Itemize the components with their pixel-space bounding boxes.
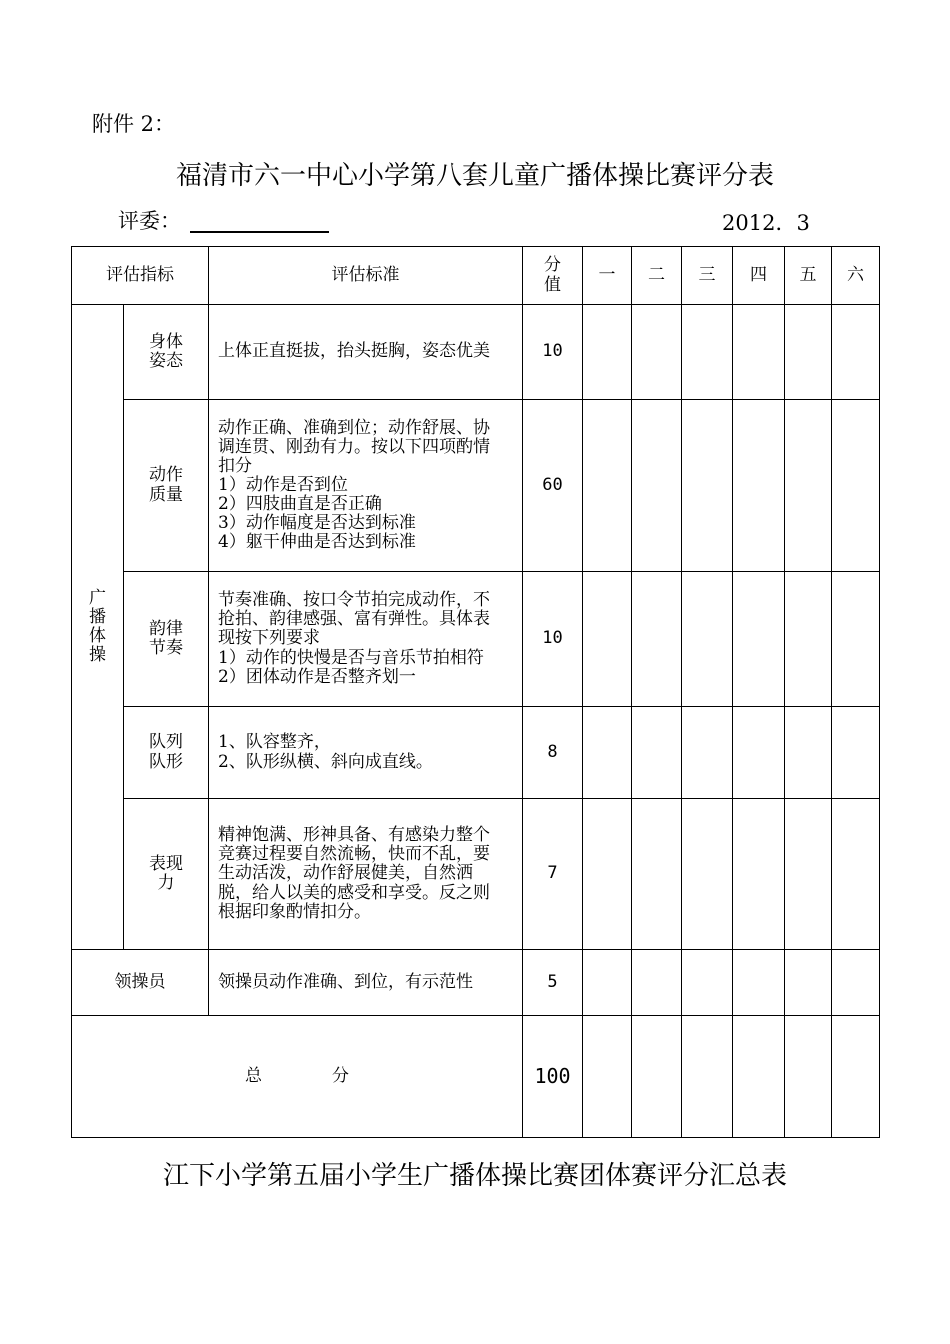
header-day-3: 三	[682, 247, 733, 305]
standard-line: 扣分	[218, 455, 252, 476]
item-line: 姿态	[149, 351, 183, 371]
score-input-cell[interactable]	[632, 572, 682, 707]
header-day-4: 四	[733, 247, 785, 305]
category-char: 播	[89, 606, 106, 627]
score-input-cell[interactable]	[832, 572, 880, 707]
standard-line: 2）四肢曲直是否正确	[218, 494, 382, 515]
item-line: 队形	[149, 751, 183, 772]
item-cell	[124, 799, 209, 950]
header-day-1: 一	[583, 247, 632, 305]
score-input-cell[interactable]	[733, 799, 785, 950]
score-value: 7	[523, 799, 583, 950]
header-score-line1: 分	[544, 255, 561, 276]
score-input-cell[interactable]	[583, 799, 632, 950]
standard-line: 生动活泼，动作舒展健美，自然洒	[218, 863, 473, 884]
item-cell	[124, 305, 209, 400]
score-input-cell[interactable]	[632, 707, 682, 799]
standard-cell	[209, 799, 523, 950]
standard-cell	[209, 572, 523, 707]
standard-line: 1）动作的快慢是否与音乐节拍相符	[218, 647, 484, 668]
score-input-cell[interactable]	[832, 950, 880, 1016]
score-value: 8	[523, 707, 583, 799]
score-input-cell[interactable]	[682, 707, 733, 799]
score-input-cell[interactable]	[785, 305, 832, 400]
score-input-cell[interactable]	[832, 799, 880, 950]
item-line: 韵律	[149, 618, 183, 639]
standard-cell	[209, 707, 523, 799]
score-input-cell[interactable]	[733, 950, 785, 1016]
table-row	[72, 799, 880, 950]
score-input-cell[interactable]	[583, 400, 632, 572]
score-input-cell[interactable]	[583, 707, 632, 799]
standard-line: 上体正直挺拔，抬头挺胸，姿态优美	[218, 341, 490, 362]
item-line: 表现	[149, 853, 183, 874]
item-cell	[124, 400, 209, 572]
score-input-cell[interactable]	[785, 707, 832, 799]
score-input-cell[interactable]	[682, 950, 733, 1016]
total-score: 100	[523, 1016, 583, 1138]
item-line: 力	[157, 873, 175, 893]
standard-line: 脱，给人以美的感受和享受。反之则	[218, 882, 490, 903]
score-input-cell[interactable]	[733, 572, 785, 707]
leader-row	[72, 950, 880, 1016]
leader-score: 5	[523, 950, 583, 1016]
attachment-label: 附件 2：	[92, 112, 176, 136]
score-input-cell[interactable]	[733, 400, 785, 572]
score-input-cell[interactable]	[832, 400, 880, 572]
item-line: 质量	[149, 484, 183, 505]
item-line: 动作	[149, 465, 183, 486]
standard-line: 节奏准确、按口令节拍完成动作，不	[218, 590, 490, 611]
standard-line: 1、队容整齐，	[218, 732, 331, 753]
header-score-line2: 值	[544, 274, 561, 295]
header-score	[523, 247, 583, 305]
score-value: 60	[523, 400, 583, 572]
table-row	[72, 305, 880, 400]
score-input-cell[interactable]	[832, 1016, 880, 1138]
score-input-cell[interactable]	[733, 1016, 785, 1138]
standard-cell	[209, 400, 523, 572]
item-line: 身体	[149, 331, 183, 352]
table-row	[72, 572, 880, 707]
header-indicator: 评估指标	[72, 247, 209, 305]
summary-title: 江下小学第五届小学生广播体操比赛团体赛评分汇总表	[162, 1161, 787, 1191]
score-input-cell[interactable]	[682, 799, 733, 950]
standard-line: 1）动作是否到位	[218, 474, 348, 495]
score-input-cell[interactable]	[785, 950, 832, 1016]
score-input-cell[interactable]	[733, 305, 785, 400]
score-value: 10	[523, 572, 583, 707]
header-row	[72, 247, 880, 305]
score-input-cell[interactable]	[583, 305, 632, 400]
header-day-5: 五	[785, 247, 832, 305]
standard-line: 3）动作幅度是否达到标准	[218, 513, 416, 534]
total-row	[72, 1016, 880, 1138]
scoring-table	[71, 246, 880, 1138]
leader-standard: 领操员动作准确、到位，有示范性	[209, 950, 523, 1016]
score-input-cell[interactable]	[832, 305, 880, 400]
item-line: 节奏	[149, 638, 183, 658]
score-input-cell[interactable]	[583, 1016, 632, 1138]
header-day-6: 六	[832, 247, 880, 305]
score-input-cell[interactable]	[785, 572, 832, 707]
score-input-cell[interactable]	[785, 400, 832, 572]
category-char: 广	[89, 587, 106, 608]
standard-line: 2）团体动作是否整齐划一	[218, 666, 416, 687]
score-input-cell[interactable]	[632, 1016, 682, 1138]
category-char: 操	[89, 645, 106, 666]
judge-signature-line	[190, 231, 329, 233]
item-cell	[124, 707, 209, 799]
standard-line: 动作正确、准确到位；动作舒展、协	[218, 417, 490, 438]
standard-line: 精神饱满、形神具备、有感染力整个	[218, 825, 490, 846]
date-label: 2012．3	[722, 211, 810, 235]
score-input-cell[interactable]	[632, 950, 682, 1016]
score-input-cell[interactable]	[583, 950, 632, 1016]
score-input-cell[interactable]	[583, 572, 632, 707]
standard-line: 抢拍、韵律感强、富有弹性。具体表	[218, 609, 490, 630]
total-label: 总分	[72, 1016, 523, 1138]
table-row	[72, 400, 880, 572]
score-input-cell[interactable]	[682, 400, 733, 572]
header-standard: 评估标准	[209, 247, 523, 305]
page-title: 福清市六一中心小学第八套儿童广播体操比赛评分表	[175, 161, 774, 191]
score-input-cell[interactable]	[682, 1016, 733, 1138]
category-char: 体	[89, 626, 106, 646]
standard-line: 根据印象酌情扣分。	[218, 901, 371, 922]
standard-cell	[209, 305, 523, 400]
score-input-cell[interactable]	[832, 707, 880, 799]
standard-line: 调连贯、刚劲有力。按以下四项酌情	[218, 436, 490, 457]
standard-line: 4）躯干伸曲是否达到标准	[218, 532, 416, 553]
score-value: 10	[523, 305, 583, 400]
judge-label: 评委：	[118, 209, 181, 233]
standard-line: 2、队形纵横、斜向成直线。	[218, 751, 433, 772]
standard-line: 竞赛过程要自然流畅，快而不乱，要	[218, 844, 490, 865]
score-input-cell[interactable]	[632, 305, 682, 400]
standard-line: 现按下列要求	[218, 628, 320, 649]
score-input-cell[interactable]	[632, 799, 682, 950]
table-row	[72, 707, 880, 799]
item-line: 队列	[149, 732, 183, 753]
score-input-cell[interactable]	[632, 400, 682, 572]
score-input-cell[interactable]	[733, 707, 785, 799]
score-input-cell[interactable]	[785, 799, 832, 950]
item-cell	[124, 572, 209, 707]
score-input-cell[interactable]	[682, 305, 733, 400]
score-input-cell[interactable]	[682, 572, 733, 707]
category-cell	[72, 305, 124, 950]
header-day-2: 二	[632, 247, 682, 305]
score-input-cell[interactable]	[785, 1016, 832, 1138]
leader-label: 领操员	[72, 950, 209, 1016]
